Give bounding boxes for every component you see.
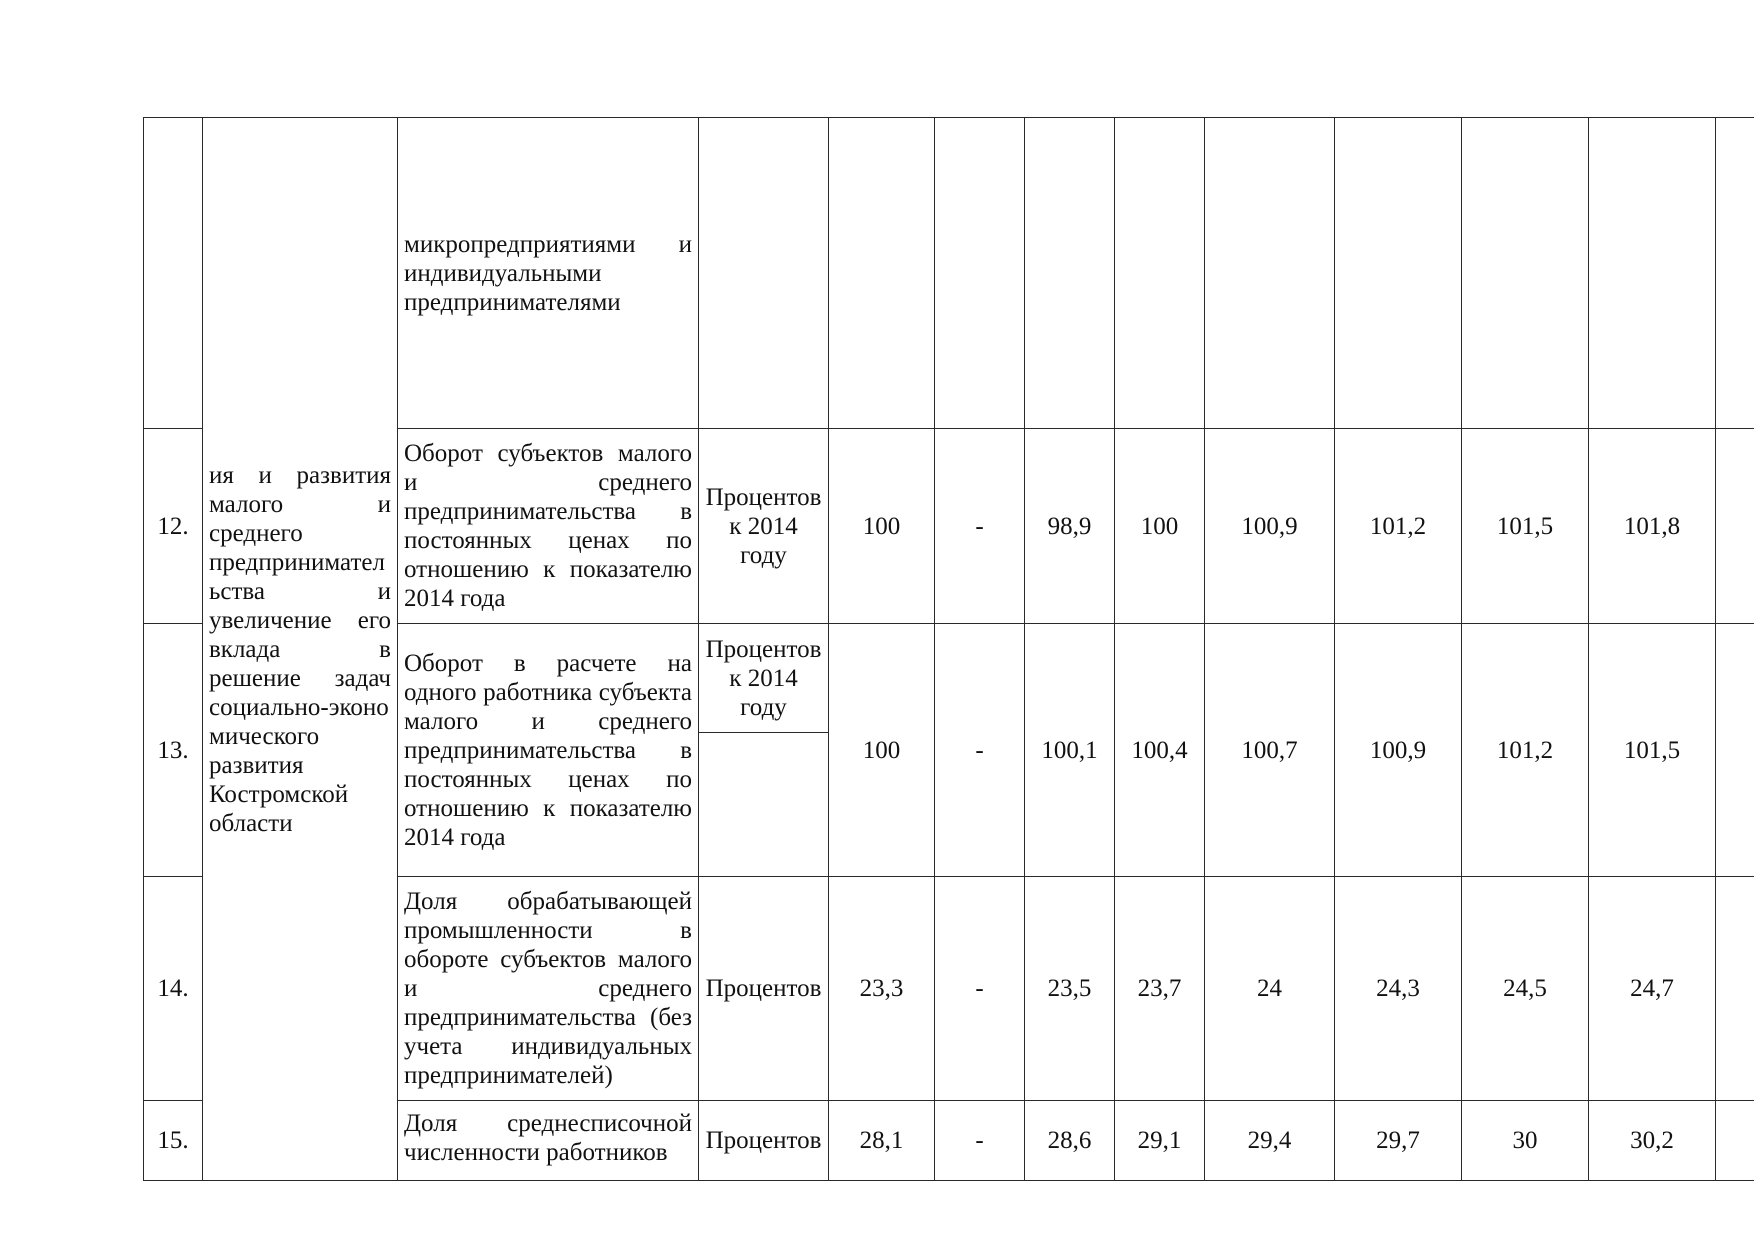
value-cell: 29,4 — [1205, 1101, 1335, 1181]
value-cell — [829, 118, 935, 429]
value-cell: 100,1 — [1025, 624, 1115, 877]
value-cell: 101,8 — [1589, 429, 1716, 624]
value-cell: 100,4 — [1115, 624, 1205, 877]
value-cell: 101,5 — [1589, 624, 1716, 877]
value-cell: 101,2 — [1335, 429, 1462, 624]
value-cell: - — [935, 429, 1025, 624]
unit-cell — [699, 118, 829, 429]
indicator-cell: Оборот в расчете на одного работника субъекта малого и среднего предпринимательства в постоянных ценах по отношению к показателю 2014 года — [398, 624, 699, 877]
value-cell: 23,5 — [1025, 877, 1115, 1101]
value-cell — [1335, 118, 1462, 429]
value-cell: 28,6 — [1025, 1101, 1115, 1181]
row-number: 13. — [144, 624, 203, 877]
value-cell: 23,3 — [829, 877, 935, 1101]
value-cell: 30,2 — [1589, 1101, 1716, 1181]
value-cell: 30 — [1462, 1101, 1589, 1181]
unit-cell: Процентов — [699, 877, 829, 1101]
value-cell: 28,1 — [829, 1101, 935, 1181]
value-cell: 100 — [829, 624, 935, 877]
row-number: 15. — [144, 1101, 203, 1181]
value-cell: 24,3 — [1335, 877, 1462, 1101]
value-cell: 100,9 — [1205, 429, 1335, 624]
indicators-table — [143, 117, 1754, 1181]
indicator-cell: Доля обрабатывающей промышленности в обороте субъектов малого и среднего предпринимательства (без учета индивидуальных предпринимателей) — [398, 877, 699, 1101]
unit-subcell-upper: Процентов к 2014 году — [699, 624, 828, 733]
value-cell: 101,5 — [1462, 429, 1589, 624]
value-cell: 100,9 — [1335, 624, 1462, 877]
unit-cell — [699, 624, 829, 877]
value-cell: 29,7 — [1335, 1101, 1462, 1181]
cut-off-cell — [1716, 1101, 1754, 1181]
row-number — [144, 118, 203, 429]
goal-cell: ия и развития малого и среднего предпринимател ьства и увеличение его вклада в решение задач социально-эконо мического развития Костромской области — [203, 118, 398, 1181]
unit-cell: Процентов к 2014 году — [699, 429, 829, 624]
value-cell — [1115, 118, 1205, 429]
cut-off-cell — [1716, 624, 1754, 877]
cut-off-cell — [1716, 118, 1754, 429]
indicator-cell: Оборот субъектов малого и среднего предпринимательства в постоянных ценах по отношению к показателю 2014 года — [398, 429, 699, 624]
row-number: 14. — [144, 877, 203, 1101]
value-cell: 100,7 — [1205, 624, 1335, 877]
value-cell: 98,9 — [1025, 429, 1115, 624]
value-cell: 24,7 — [1589, 877, 1716, 1101]
cut-off-cell — [1716, 429, 1754, 624]
table-row — [144, 118, 1754, 429]
value-cell: 101,2 — [1462, 624, 1589, 877]
value-cell — [1589, 118, 1716, 429]
value-cell: 100 — [1115, 429, 1205, 624]
value-cell — [1205, 118, 1335, 429]
value-cell — [1025, 118, 1115, 429]
value-cell — [1462, 118, 1589, 429]
value-cell — [935, 118, 1025, 429]
unit-cell: Процентов — [699, 1101, 829, 1181]
value-cell: 29,1 — [1115, 1101, 1205, 1181]
value-cell: 24,5 — [1462, 877, 1589, 1101]
value-cell: 24 — [1205, 877, 1335, 1101]
indicator-cell: Доля среднесписочной численности работников — [398, 1101, 699, 1181]
value-cell: - — [935, 624, 1025, 877]
row-number: 12. — [144, 429, 203, 624]
indicator-cell: микропредприятиями и индивидуальными предпринимателями — [398, 118, 699, 429]
value-cell: 23,7 — [1115, 877, 1205, 1101]
value-cell: - — [935, 877, 1025, 1101]
value-cell: 100 — [829, 429, 935, 624]
value-cell: - — [935, 1101, 1025, 1181]
cut-off-cell — [1716, 877, 1754, 1101]
